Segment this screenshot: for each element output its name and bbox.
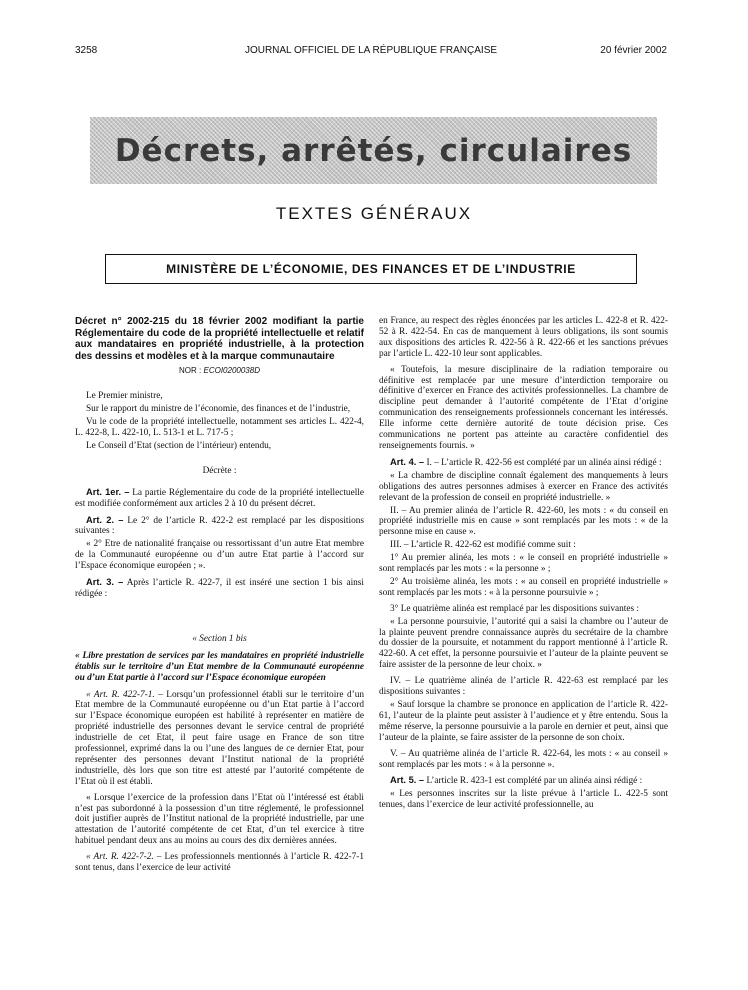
- paragraph-toutefois: « Toutefois, la mesure disciplinaire de la radiation temporaire ou définitive est remplacée par une mesure d’interdiction temporaire ou définitive d’exercer en France des activités professionnelles. La chambre de discipline peut demander à l’autorité compétente de l’Etat d’origine communication des renseignements professionnels concernant les intéressés. Elle informe cette dernière autorité de toute décision prise. Ces communications ne portent pas atteinte au caractère confidentiel des renseignements fournis. »: [379, 364, 668, 451]
- article-label: Art. 4. –: [390, 456, 425, 467]
- article-2: [75, 515, 364, 538]
- nor-label: NOR :: [179, 366, 202, 376]
- decrets-banner: [90, 117, 657, 184]
- article-4-iii-quote: « La personne poursuivie, l’autorité qui a saisi la chambre ou l’auteur de la plainte peuvent prendre connaissance auprès du secrétaire de la chambre du dossier de la poursuite, et notamment du rapport mentionné à l’article R. 422-60. A cet effet, la personne poursuivie et l’auteur de la plainte peuvent se faire assister de la personne de leur choix. »: [379, 616, 668, 671]
- subsection-title: « Libre prestation de services par les mandataires en propriété industrielle établis sur le territoire d’un Etat membre de la Communauté européenne ou d’un Etat partie à l’accord sur l’Espace économique européen: [75, 650, 364, 683]
- banner-text: Décrets, arrêtés, circulaires: [114, 132, 633, 169]
- article-5-quote: « Les personnes inscrites sur la liste prévue à l’article L. 422-5 sont tenues, dans l’exercice de leur activité professionnelle, au: [379, 789, 668, 811]
- article-label: « Art. R. 422-7-2. –: [86, 852, 162, 863]
- article-text: Lorsqu’un professionnel établi sur le territoire d’un Etat membre de la Communauté européenne ou d’un Etat partie à l’accord sur l’Espace économique européen est habilité à représenter en matière de propriété industrielle des personnes devant le service central de propriété industrielle de cet Etat, il peut faire usage en France de son titre professionnel, exprimé dans la ou l’une des langues de ce dernier Etat, pour représenter des personnes devant l’Institut national de la propriété industrielle, dès lors que son titre est attesté par l’autorité compétente de l’Etat où il est établi.: [75, 689, 364, 787]
- article-text: Les professionnels mentionnés à l’article R. 422-7-1 sont tenus, dans l’exercice de leur activité: [75, 852, 364, 874]
- article-4: [379, 457, 668, 469]
- article-3: [75, 577, 364, 600]
- article-label: « Art. R. 422-7-1. –: [86, 689, 163, 700]
- article-4-iii: III. – L’article R. 422-62 est modifié comme suit :: [390, 540, 576, 551]
- intro-line: Sur le rapport du ministre de l’économie, des finances et de l’industrie,: [86, 404, 351, 415]
- article-text: Après l’article R. 422-7, il est inséré une section 1 bis ainsi rédigée :: [75, 578, 365, 599]
- article-r422-7-1: [75, 690, 364, 788]
- article-4-iii-2: 2° Au troisième alinéa, les mots : « au conseil en propriété industrielle » sont remplacés par les mots : « à la personne poursuivie » ;: [379, 576, 668, 598]
- article-4-v: V. – Au quatrième alinéa de l’article R. 422-64, les mots : « au conseil » sont remplacés par les mots : « à la personne ».: [379, 748, 668, 770]
- page-number: 3258: [75, 45, 98, 56]
- article-4-ii: II. – Au premier alinéa de l’article R. 422-60, les mots : « du conseil en propriété industrielle mis en cause » sont remplacés par les mots : « de la personne mise en cause ».: [379, 505, 668, 538]
- nor-reference: [75, 366, 364, 377]
- intro-line: Vu le code de la propriété intellectuelle, notamment ses articles L. 422-4, L. 422-8, L. 422-10, L. 513-1 et L. 717-5 ;: [75, 417, 364, 438]
- article-r422-7-2: [75, 852, 364, 874]
- article-label: Art. 1er. –: [86, 486, 130, 497]
- journal-title: JOURNAL OFFICIEL DE LA RÉPUBLIQUE FRANÇAISE: [244, 45, 498, 56]
- decrete-line: Décrète :: [202, 465, 237, 476]
- running-header: [75, 45, 667, 59]
- continued-paragraph: en France, au respect des règles énoncées par les articles L. 422-8 et R. 422-52 à R. 422-54. En cas de manquement à leurs obligations, ils sont soumis aux dispositions des articles R. 422-56 à R. 422-66 et les sanctions prévues par l’article L. 422-10 leur sont applicables.: [379, 316, 668, 359]
- article-4-quote: « La chambre de discipline connaît également des manquements à leurs obligations des autres personnes admises à exercer en France des activités relevant de la profession de conseil en propriété industrielle. »: [379, 470, 668, 503]
- issue-date: 20 février 2002: [600, 45, 667, 56]
- article-text: Le 2° de l’article R. 422-2 est remplacé par les dispositions suivantes :: [75, 515, 365, 537]
- article-label: Art. 5. –: [390, 775, 425, 786]
- decree-title: Décret n° 2002-215 du 18 février 2002 modifiant la partie Réglementaire du code de la propriété intellectuelle et relatif aux mandataires en propriété industrielle, à la protection des dessins et modèles et à la marque communautaire: [75, 316, 364, 362]
- subsection-heading: « Section 1 bis: [192, 633, 247, 644]
- right-column: [379, 316, 668, 811]
- article-label: Art. 2. –: [86, 514, 124, 525]
- intro-line: Le Conseil d’Etat (section de l’intérieur) entendu,: [86, 440, 272, 451]
- section-title: TEXTES GÉNÉRAUX: [275, 204, 473, 223]
- intro-line: Le Premier ministre,: [86, 391, 163, 402]
- article-2-quote: « 2° Etre de nationalité française ou ressortissant d’un autre Etat membre de la Communauté européenne ou d’un autre Etat partie à l’accord sur l’Espace économique européen ; ».: [75, 539, 364, 572]
- ministry-heading: MINISTÈRE DE L’ÉCONOMIE, DES FINANCES ET DE L’INDUSTRIE: [105, 254, 637, 284]
- paragraph-exercice: « Lorsque l’exercice de la profession dans l’Etat où l’intéressé est établi n’est pas subordonné à la possession d’un titre réglementé, le professionnel doit justifier auprès de l’Institut national de la propriété industrielle, par une attestation de l’autorité compétente de cet Etat, d’un tel exercice à titre habituel pendant deux ans au moins au cours des dix dernières années.: [75, 792, 364, 847]
- article-4-iv-quote: « Sauf lorsque la chambre se prononce en application de l’article R. 422-61, l’auteur de la plainte peut assister à l’audience et y être entendu. Sous la même réserve, la personne poursuivie a la parole en dernier et peut, ainsi que l’auteur de la plainte, se faire assister de la personne de son choix.: [379, 700, 668, 743]
- article-4-iii-1: 1° Au premier alinéa, les mots : « le conseil en propriété industrielle » sont remplacés par les mots : « la personne » ;: [379, 553, 668, 575]
- article-1: [75, 487, 364, 510]
- article-text: L’article R. 423-1 est complété par un alinéa ainsi rédigé :: [426, 776, 643, 787]
- left-column: [75, 316, 364, 876]
- article-4-iv: IV. – Le quatrième alinéa de l’article R. 422-63 est remplacé par les dispositions suivantes :: [379, 676, 668, 698]
- article-text: I. – L’article R. 422-56 est complété par un alinéa ainsi rédigé :: [426, 457, 662, 468]
- article-text: La partie Réglementaire du code de la propriété intellectuelle est modifiée conformément aux articles 2 à 10 du présent décret.: [75, 487, 364, 509]
- article-4-iii-3: 3° Le quatrième alinéa est remplacé par les dispositions suivantes :: [390, 603, 639, 614]
- article-5: [379, 775, 668, 787]
- nor-code: ECOI0200038D: [203, 366, 260, 376]
- article-label: Art. 3. –: [86, 577, 124, 588]
